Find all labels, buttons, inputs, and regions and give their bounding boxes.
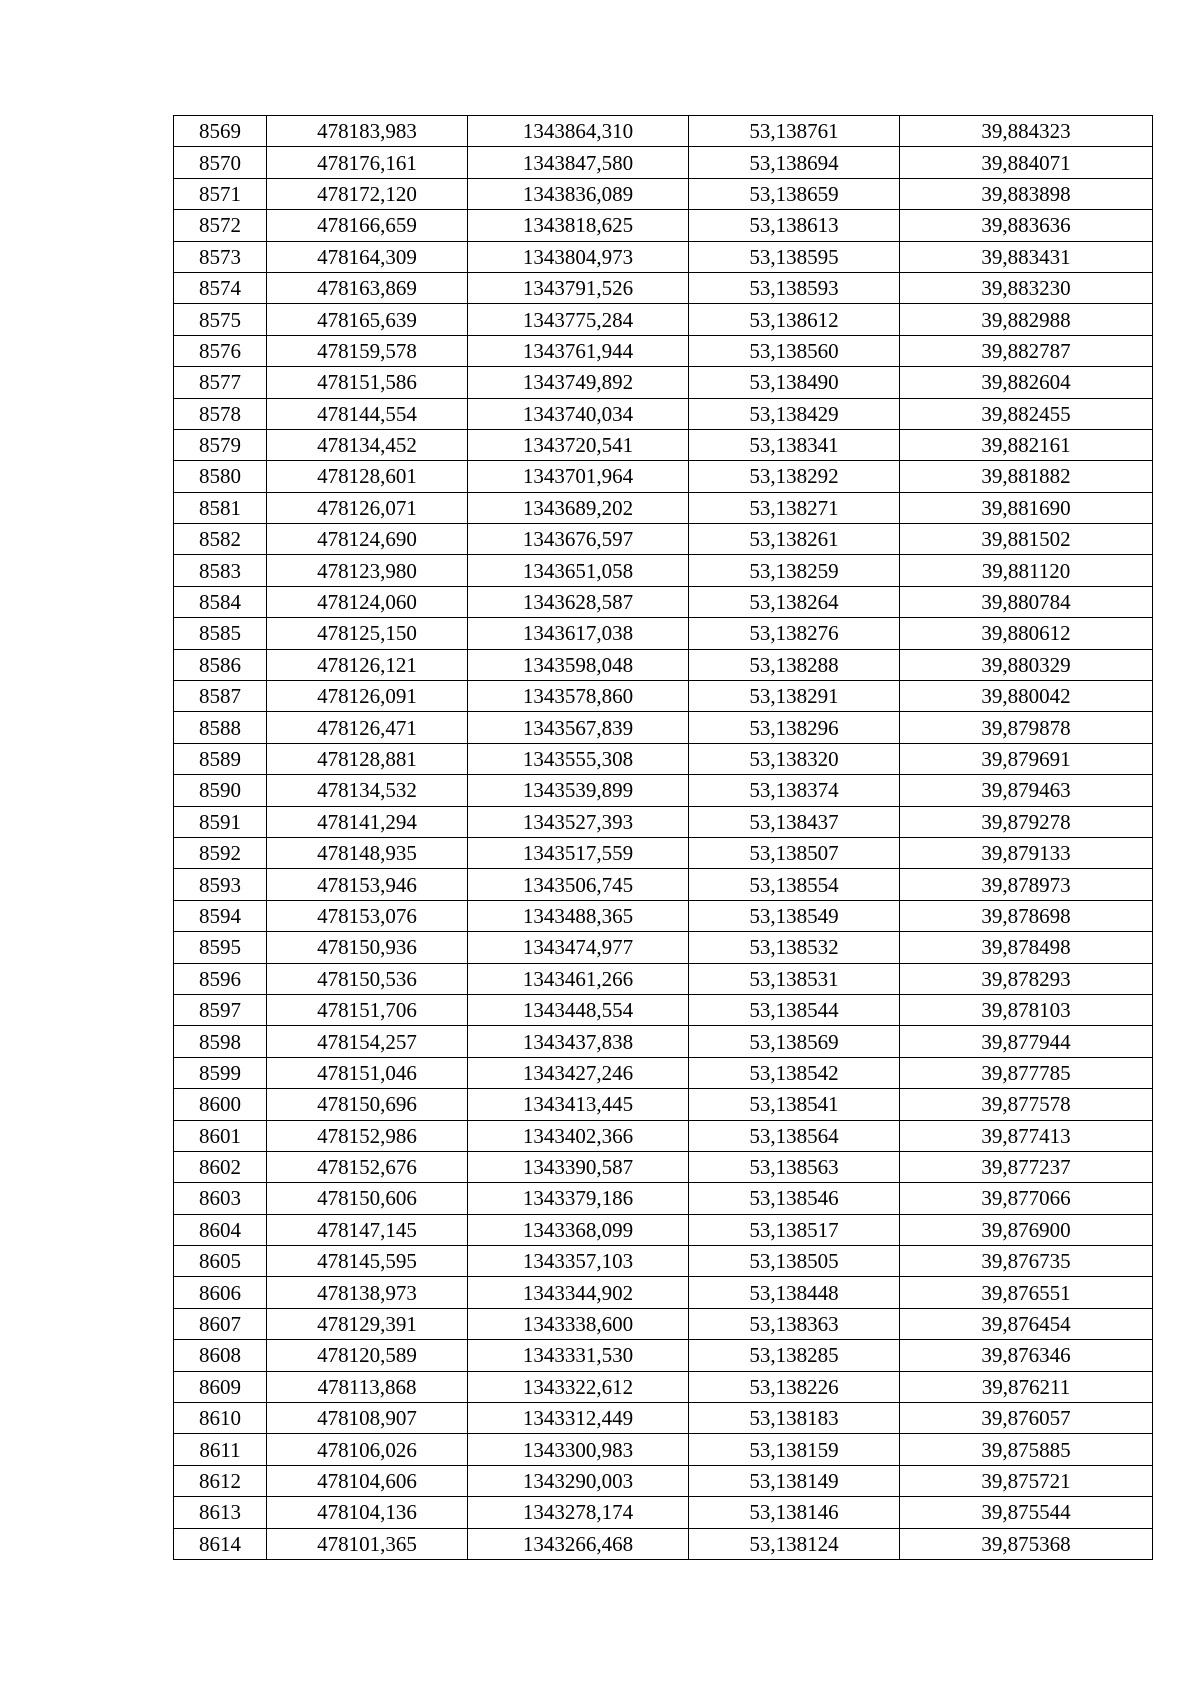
- coord-y-cell: 1343506,745: [468, 869, 689, 900]
- coord-x-cell: 478126,121: [267, 649, 468, 680]
- coordinate-table: [173, 115, 1153, 1560]
- point-number-cell: 8599: [174, 1057, 267, 1088]
- table-row: [174, 1371, 1153, 1402]
- longitude-cell: 39,884071: [900, 147, 1153, 178]
- longitude-cell: 39,876900: [900, 1214, 1153, 1245]
- coord-y-cell: 1343847,580: [468, 147, 689, 178]
- coord-x-cell: 478126,091: [267, 681, 468, 712]
- point-number-cell: 8600: [174, 1089, 267, 1120]
- table-row: [174, 304, 1153, 335]
- longitude-cell: 39,877413: [900, 1120, 1153, 1151]
- coord-x-cell: 478152,986: [267, 1120, 468, 1151]
- longitude-cell: 39,875721: [900, 1465, 1153, 1496]
- coord-x-cell: 478145,595: [267, 1246, 468, 1277]
- coord-y-cell: 1343402,366: [468, 1120, 689, 1151]
- latitude-cell: 53,138183: [689, 1403, 900, 1434]
- latitude-cell: 53,138437: [689, 806, 900, 837]
- point-number-cell: 8593: [174, 869, 267, 900]
- latitude-cell: 53,138490: [689, 367, 900, 398]
- latitude-cell: 53,138226: [689, 1371, 900, 1402]
- longitude-cell: 39,878103: [900, 994, 1153, 1025]
- coord-x-cell: 478154,257: [267, 1026, 468, 1057]
- coord-x-cell: 478144,554: [267, 398, 468, 429]
- latitude-cell: 53,138159: [689, 1434, 900, 1465]
- coord-y-cell: 1343517,559: [468, 837, 689, 868]
- point-number-cell: 8582: [174, 524, 267, 555]
- coord-y-cell: 1343322,612: [468, 1371, 689, 1402]
- table-row: [174, 712, 1153, 743]
- coord-x-cell: 478128,601: [267, 461, 468, 492]
- table-row: [174, 1214, 1153, 1245]
- point-number-cell: 8597: [174, 994, 267, 1025]
- coord-y-cell: 1343338,600: [468, 1308, 689, 1339]
- coord-x-cell: 478129,391: [267, 1308, 468, 1339]
- table-row: [174, 1026, 1153, 1057]
- coord-y-cell: 1343701,964: [468, 461, 689, 492]
- table-row: [174, 1277, 1153, 1308]
- coord-x-cell: 478101,365: [267, 1528, 468, 1559]
- table-row: [174, 461, 1153, 492]
- coord-y-cell: 1343474,977: [468, 932, 689, 963]
- longitude-cell: 39,876211: [900, 1371, 1153, 1402]
- table-row: [174, 681, 1153, 712]
- table-row: [174, 743, 1153, 774]
- coord-y-cell: 1343749,892: [468, 367, 689, 398]
- latitude-cell: 53,138124: [689, 1528, 900, 1559]
- coordinate-table-body: [174, 116, 1153, 1560]
- latitude-cell: 53,138532: [689, 932, 900, 963]
- point-number-cell: 8571: [174, 178, 267, 209]
- point-number-cell: 8612: [174, 1465, 267, 1496]
- coord-y-cell: 1343567,839: [468, 712, 689, 743]
- coord-y-cell: 1343527,393: [468, 806, 689, 837]
- latitude-cell: 53,138564: [689, 1120, 900, 1151]
- longitude-cell: 39,875885: [900, 1434, 1153, 1465]
- table-row: [174, 869, 1153, 900]
- coord-x-cell: 478134,532: [267, 775, 468, 806]
- latitude-cell: 53,138507: [689, 837, 900, 868]
- table-row: [174, 398, 1153, 429]
- longitude-cell: 39,877785: [900, 1057, 1153, 1088]
- point-number-cell: 8570: [174, 147, 267, 178]
- point-number-cell: 8580: [174, 461, 267, 492]
- latitude-cell: 53,138546: [689, 1183, 900, 1214]
- latitude-cell: 53,138613: [689, 210, 900, 241]
- latitude-cell: 53,138505: [689, 1246, 900, 1277]
- point-number-cell: 8592: [174, 837, 267, 868]
- table-row: [174, 932, 1153, 963]
- coord-y-cell: 1343836,089: [468, 178, 689, 209]
- point-number-cell: 8576: [174, 335, 267, 366]
- longitude-cell: 39,883898: [900, 178, 1153, 209]
- coord-x-cell: 478113,868: [267, 1371, 468, 1402]
- latitude-cell: 53,138146: [689, 1497, 900, 1528]
- coord-x-cell: 478152,676: [267, 1151, 468, 1182]
- table-row: [174, 994, 1153, 1025]
- coord-x-cell: 478104,606: [267, 1465, 468, 1496]
- latitude-cell: 53,138659: [689, 178, 900, 209]
- latitude-cell: 53,138429: [689, 398, 900, 429]
- point-number-cell: 8590: [174, 775, 267, 806]
- coord-y-cell: 1343628,587: [468, 586, 689, 617]
- coord-y-cell: 1343761,944: [468, 335, 689, 366]
- latitude-cell: 53,138560: [689, 335, 900, 366]
- latitude-cell: 53,138541: [689, 1089, 900, 1120]
- longitude-cell: 39,880329: [900, 649, 1153, 680]
- table-row: [174, 492, 1153, 523]
- latitude-cell: 53,138264: [689, 586, 900, 617]
- longitude-cell: 39,876735: [900, 1246, 1153, 1277]
- coord-x-cell: 478153,946: [267, 869, 468, 900]
- longitude-cell: 39,878293: [900, 963, 1153, 994]
- table-row: [174, 1434, 1153, 1465]
- longitude-cell: 39,879278: [900, 806, 1153, 837]
- point-number-cell: 8614: [174, 1528, 267, 1559]
- table-row: [174, 1089, 1153, 1120]
- coord-x-cell: 478159,578: [267, 335, 468, 366]
- longitude-cell: 39,877944: [900, 1026, 1153, 1057]
- coord-y-cell: 1343437,838: [468, 1026, 689, 1057]
- latitude-cell: 53,138595: [689, 241, 900, 272]
- point-number-cell: 8575: [174, 304, 267, 335]
- coord-y-cell: 1343720,541: [468, 429, 689, 460]
- latitude-cell: 53,138374: [689, 775, 900, 806]
- longitude-cell: 39,879133: [900, 837, 1153, 868]
- coord-y-cell: 1343804,973: [468, 241, 689, 272]
- longitude-cell: 39,879691: [900, 743, 1153, 774]
- coord-x-cell: 478125,150: [267, 618, 468, 649]
- coord-x-cell: 478126,471: [267, 712, 468, 743]
- table-row: [174, 1528, 1153, 1559]
- coord-y-cell: 1343818,625: [468, 210, 689, 241]
- table-row: [174, 210, 1153, 241]
- longitude-cell: 39,878498: [900, 932, 1153, 963]
- coord-x-cell: 478124,060: [267, 586, 468, 617]
- coord-y-cell: 1343278,174: [468, 1497, 689, 1528]
- latitude-cell: 53,138320: [689, 743, 900, 774]
- latitude-cell: 53,138291: [689, 681, 900, 712]
- point-number-cell: 8583: [174, 555, 267, 586]
- point-number-cell: 8589: [174, 743, 267, 774]
- coord-x-cell: 478124,690: [267, 524, 468, 555]
- coord-x-cell: 478151,706: [267, 994, 468, 1025]
- table-row: [174, 272, 1153, 303]
- longitude-cell: 39,877578: [900, 1089, 1153, 1120]
- point-number-cell: 8577: [174, 367, 267, 398]
- latitude-cell: 53,138448: [689, 1277, 900, 1308]
- latitude-cell: 53,138259: [689, 555, 900, 586]
- longitude-cell: 39,876454: [900, 1308, 1153, 1339]
- table-row: [174, 178, 1153, 209]
- point-number-cell: 8611: [174, 1434, 267, 1465]
- point-number-cell: 8578: [174, 398, 267, 429]
- coord-x-cell: 478120,589: [267, 1340, 468, 1371]
- coord-x-cell: 478150,606: [267, 1183, 468, 1214]
- longitude-cell: 39,876551: [900, 1277, 1153, 1308]
- latitude-cell: 53,138593: [689, 272, 900, 303]
- longitude-cell: 39,881120: [900, 555, 1153, 586]
- coord-x-cell: 478164,309: [267, 241, 468, 272]
- coord-x-cell: 478183,983: [267, 116, 468, 147]
- coord-x-cell: 478151,046: [267, 1057, 468, 1088]
- table-row: [174, 775, 1153, 806]
- point-number-cell: 8603: [174, 1183, 267, 1214]
- point-number-cell: 8608: [174, 1340, 267, 1371]
- coord-y-cell: 1343357,103: [468, 1246, 689, 1277]
- longitude-cell: 39,878698: [900, 900, 1153, 931]
- coord-y-cell: 1343390,587: [468, 1151, 689, 1182]
- table-row: [174, 1403, 1153, 1434]
- table-row: [174, 1183, 1153, 1214]
- coord-x-cell: 478176,161: [267, 147, 468, 178]
- coord-y-cell: 1343555,308: [468, 743, 689, 774]
- coord-y-cell: 1343312,449: [468, 1403, 689, 1434]
- longitude-cell: 39,880042: [900, 681, 1153, 712]
- table-row: [174, 555, 1153, 586]
- coord-y-cell: 1343290,003: [468, 1465, 689, 1496]
- coord-y-cell: 1343461,266: [468, 963, 689, 994]
- latitude-cell: 53,138544: [689, 994, 900, 1025]
- coord-y-cell: 1343740,034: [468, 398, 689, 429]
- longitude-cell: 39,875368: [900, 1528, 1153, 1559]
- longitude-cell: 39,878973: [900, 869, 1153, 900]
- coord-x-cell: 478141,294: [267, 806, 468, 837]
- longitude-cell: 39,882787: [900, 335, 1153, 366]
- coord-y-cell: 1343331,530: [468, 1340, 689, 1371]
- latitude-cell: 53,138271: [689, 492, 900, 523]
- point-number-cell: 8588: [174, 712, 267, 743]
- coord-x-cell: 478123,980: [267, 555, 468, 586]
- coord-x-cell: 478108,907: [267, 1403, 468, 1434]
- coord-y-cell: 1343689,202: [468, 492, 689, 523]
- latitude-cell: 53,138694: [689, 147, 900, 178]
- point-number-cell: 8581: [174, 492, 267, 523]
- latitude-cell: 53,138542: [689, 1057, 900, 1088]
- longitude-cell: 39,879878: [900, 712, 1153, 743]
- longitude-cell: 39,882988: [900, 304, 1153, 335]
- latitude-cell: 53,138341: [689, 429, 900, 460]
- longitude-cell: 39,877237: [900, 1151, 1153, 1182]
- latitude-cell: 53,138261: [689, 524, 900, 555]
- longitude-cell: 39,883230: [900, 272, 1153, 303]
- coord-y-cell: 1343266,468: [468, 1528, 689, 1559]
- table-row: [174, 147, 1153, 178]
- coord-y-cell: 1343864,310: [468, 116, 689, 147]
- longitude-cell: 39,883431: [900, 241, 1153, 272]
- table-row: [174, 429, 1153, 460]
- point-number-cell: 8574: [174, 272, 267, 303]
- point-number-cell: 8610: [174, 1403, 267, 1434]
- table-row: [174, 524, 1153, 555]
- longitude-cell: 39,880784: [900, 586, 1153, 617]
- point-number-cell: 8607: [174, 1308, 267, 1339]
- longitude-cell: 39,882161: [900, 429, 1153, 460]
- longitude-cell: 39,881502: [900, 524, 1153, 555]
- coord-x-cell: 478138,973: [267, 1277, 468, 1308]
- coord-y-cell: 1343413,445: [468, 1089, 689, 1120]
- point-number-cell: 8579: [174, 429, 267, 460]
- latitude-cell: 53,138363: [689, 1308, 900, 1339]
- latitude-cell: 53,138569: [689, 1026, 900, 1057]
- table-row: [174, 1120, 1153, 1151]
- coord-y-cell: 1343598,048: [468, 649, 689, 680]
- latitude-cell: 53,138563: [689, 1151, 900, 1182]
- point-number-cell: 8598: [174, 1026, 267, 1057]
- coord-x-cell: 478150,696: [267, 1089, 468, 1120]
- point-number-cell: 8569: [174, 116, 267, 147]
- table-row: [174, 649, 1153, 680]
- coord-y-cell: 1343300,983: [468, 1434, 689, 1465]
- coord-x-cell: 478128,881: [267, 743, 468, 774]
- latitude-cell: 53,138276: [689, 618, 900, 649]
- coord-y-cell: 1343578,860: [468, 681, 689, 712]
- table-row: [174, 1151, 1153, 1182]
- table-row: [174, 1308, 1153, 1339]
- point-number-cell: 8609: [174, 1371, 267, 1402]
- longitude-cell: 39,876057: [900, 1403, 1153, 1434]
- point-number-cell: 8587: [174, 681, 267, 712]
- point-number-cell: 8586: [174, 649, 267, 680]
- longitude-cell: 39,875544: [900, 1497, 1153, 1528]
- table-row: [174, 241, 1153, 272]
- coord-x-cell: 478165,639: [267, 304, 468, 335]
- point-number-cell: 8596: [174, 963, 267, 994]
- point-number-cell: 8601: [174, 1120, 267, 1151]
- coord-y-cell: 1343651,058: [468, 555, 689, 586]
- point-number-cell: 8584: [174, 586, 267, 617]
- latitude-cell: 53,138517: [689, 1214, 900, 1245]
- coord-y-cell: 1343427,246: [468, 1057, 689, 1088]
- coord-y-cell: 1343617,038: [468, 618, 689, 649]
- latitude-cell: 53,138149: [689, 1465, 900, 1496]
- latitude-cell: 53,138285: [689, 1340, 900, 1371]
- point-number-cell: 8602: [174, 1151, 267, 1182]
- point-number-cell: 8573: [174, 241, 267, 272]
- latitude-cell: 53,138761: [689, 116, 900, 147]
- coord-y-cell: 1343448,554: [468, 994, 689, 1025]
- table-row: [174, 1340, 1153, 1371]
- latitude-cell: 53,138554: [689, 869, 900, 900]
- coord-y-cell: 1343368,099: [468, 1214, 689, 1245]
- point-number-cell: 8595: [174, 932, 267, 963]
- table-row: [174, 963, 1153, 994]
- coord-x-cell: 478150,536: [267, 963, 468, 994]
- point-number-cell: 8572: [174, 210, 267, 241]
- coord-x-cell: 478126,071: [267, 492, 468, 523]
- table-row: [174, 116, 1153, 147]
- point-number-cell: 8604: [174, 1214, 267, 1245]
- coord-x-cell: 478104,136: [267, 1497, 468, 1528]
- coord-y-cell: 1343344,902: [468, 1277, 689, 1308]
- coord-y-cell: 1343775,284: [468, 304, 689, 335]
- point-number-cell: 8606: [174, 1277, 267, 1308]
- table-row: [174, 335, 1153, 366]
- table-row: [174, 1465, 1153, 1496]
- point-number-cell: 8613: [174, 1497, 267, 1528]
- coord-x-cell: 478148,935: [267, 837, 468, 868]
- longitude-cell: 39,879463: [900, 775, 1153, 806]
- point-number-cell: 8591: [174, 806, 267, 837]
- longitude-cell: 39,883636: [900, 210, 1153, 241]
- table-row: [174, 806, 1153, 837]
- longitude-cell: 39,882604: [900, 367, 1153, 398]
- coord-y-cell: 1343379,186: [468, 1183, 689, 1214]
- longitude-cell: 39,881882: [900, 461, 1153, 492]
- coord-y-cell: 1343488,365: [468, 900, 689, 931]
- coord-x-cell: 478172,120: [267, 178, 468, 209]
- latitude-cell: 53,138288: [689, 649, 900, 680]
- coord-x-cell: 478150,936: [267, 932, 468, 963]
- latitude-cell: 53,138549: [689, 900, 900, 931]
- point-number-cell: 8594: [174, 900, 267, 931]
- coord-x-cell: 478147,145: [267, 1214, 468, 1245]
- table-row: [174, 900, 1153, 931]
- coord-y-cell: 1343539,899: [468, 775, 689, 806]
- table-row: [174, 1246, 1153, 1277]
- table-row: [174, 837, 1153, 868]
- longitude-cell: 39,884323: [900, 116, 1153, 147]
- latitude-cell: 53,138296: [689, 712, 900, 743]
- table-row: [174, 1497, 1153, 1528]
- longitude-cell: 39,877066: [900, 1183, 1153, 1214]
- coord-y-cell: 1343791,526: [468, 272, 689, 303]
- latitude-cell: 53,138531: [689, 963, 900, 994]
- coord-x-cell: 478134,452: [267, 429, 468, 460]
- table-row: [174, 367, 1153, 398]
- longitude-cell: 39,881690: [900, 492, 1153, 523]
- longitude-cell: 39,880612: [900, 618, 1153, 649]
- longitude-cell: 39,876346: [900, 1340, 1153, 1371]
- coord-x-cell: 478163,869: [267, 272, 468, 303]
- coord-x-cell: 478153,076: [267, 900, 468, 931]
- table-row: [174, 1057, 1153, 1088]
- table-row: [174, 618, 1153, 649]
- coord-y-cell: 1343676,597: [468, 524, 689, 555]
- latitude-cell: 53,138612: [689, 304, 900, 335]
- table-row: [174, 586, 1153, 617]
- point-number-cell: 8585: [174, 618, 267, 649]
- latitude-cell: 53,138292: [689, 461, 900, 492]
- coord-x-cell: 478166,659: [267, 210, 468, 241]
- coord-x-cell: 478106,026: [267, 1434, 468, 1465]
- coord-x-cell: 478151,586: [267, 367, 468, 398]
- longitude-cell: 39,882455: [900, 398, 1153, 429]
- point-number-cell: 8605: [174, 1246, 267, 1277]
